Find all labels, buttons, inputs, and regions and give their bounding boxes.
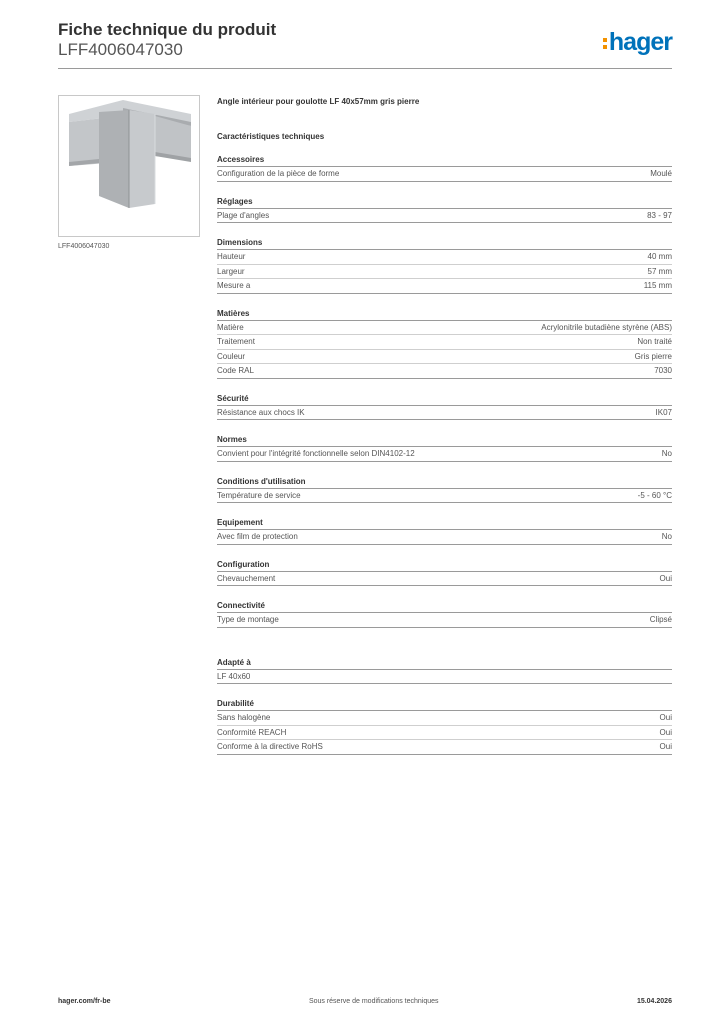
spec-value: No [661,449,672,458]
spec-value: No [661,532,672,541]
product-reference: LFF4006047030 [58,40,183,59]
product-description: Angle intérieur pour goulotte LF 40x57mm gris pierre [217,97,420,106]
spec-content [217,95,672,755]
spec-row [217,209,672,224]
spec-section [217,476,672,504]
spec-label: Hauteur [217,252,246,261]
spec-section [217,393,672,421]
spec-label: Plage d'angles [217,210,270,220]
logo-text: hager [608,28,672,56]
spec-row [217,670,672,685]
spec-row [217,265,672,280]
spec-label: Résistance aux chocs IK [217,407,305,417]
spec-row [217,447,672,462]
image-caption: LFF4006047030 [58,243,110,250]
spec-row [217,335,672,350]
spec-label: Conformité REACH [217,727,287,737]
header-divider [58,68,672,69]
spec-value: Gris pierre [634,351,672,361]
spec-row [217,711,672,726]
spec-label: Couleur [217,351,246,361]
section-title: Réglages [217,196,672,209]
footer-website[interactable]: hager.com/fr-be [58,998,111,1005]
spec-label: LF 40x60 [217,671,251,681]
product-image [58,95,200,237]
spec-row [217,350,672,365]
spec-section [217,517,672,545]
section-title: Normes [217,434,672,447]
section-title: Configuration [217,559,672,572]
spec-value: Moulé [650,169,672,178]
spec-row [217,726,672,741]
spec-label: Configuration de la pièce de forme [217,169,340,178]
section-title: Dimensions [217,237,672,250]
spec-row [217,572,672,587]
spec-value: IK07 [655,407,672,417]
spec-section [217,154,672,182]
spec-section [217,308,672,379]
spec-row [217,530,672,545]
spec-label: Avec film de protection [217,532,298,541]
spec-label: Chevauchement [217,573,276,583]
spec-row [217,321,672,336]
spec-section [217,559,672,587]
page-footer [58,998,672,1005]
section-title: Connectivité [217,600,672,613]
section-title: Accessoires [217,154,672,167]
spec-sections [217,154,672,755]
spec-value: Oui [659,727,672,737]
spec-value: Oui [659,573,672,583]
section-title: Matières [217,308,672,321]
logo-dots-icon [603,38,607,49]
spec-row [217,279,672,294]
interior-angle-illustration [59,96,199,236]
spec-section [217,698,672,755]
spec-label: Température de service [217,490,301,500]
page-header [58,20,672,68]
spec-row [217,250,672,265]
spec-label: Mesure a [217,281,251,290]
spec-value: Oui [659,713,672,722]
spec-section [217,237,672,294]
spec-value: 57 mm [647,266,672,276]
section-title: Equipement [217,517,672,530]
footer-disclaimer: Sous réserve de modifications techniques [308,998,439,1005]
spec-row [217,613,672,628]
spec-row [217,406,672,421]
spec-row [217,489,672,504]
spec-value: 83 - 97 [647,210,672,220]
spec-label: Matière [217,322,244,332]
spec-label: Traitement [217,337,255,346]
hager-logo [603,28,672,56]
spec-value: 115 mm [643,281,672,290]
tech-heading: Caractéristiques techniques [217,132,325,141]
spec-value: Acrylonitrile butadiène styrène (ABS) [541,322,672,332]
section-title: Sécurité [217,393,672,406]
section-title: Durabilité [217,698,672,711]
section-title: Adapté à [217,657,672,670]
spec-value: Clipsé [649,615,672,624]
spec-label: Code RAL [217,366,254,375]
spec-section [217,657,672,685]
page-title: Fiche technique du produit [58,20,277,39]
spec-value: -5 - 60 °C [637,490,672,500]
spec-value: Non traité [637,337,672,346]
spec-label: Convient pour l'intégrité fonctionnelle selon DIN4102-12 [217,449,415,458]
spec-label: Type de montage [217,615,279,624]
spec-row [217,740,672,755]
spec-label: Sans halogène [217,713,271,722]
spec-row [217,167,672,182]
spec-section [217,600,672,628]
spec-label: Largeur [217,266,245,276]
spec-section [217,196,672,224]
section-title: Conditions d'utilisation [217,476,672,489]
spec-value: Oui [659,742,672,751]
spec-label: Conforme à la directive RoHS [217,742,323,751]
spec-value: 40 mm [647,252,672,261]
spec-section [217,434,672,462]
footer-date: 15.04.2026 [636,998,672,1005]
spec-value: 7030 [654,366,672,375]
spec-row [217,364,672,379]
